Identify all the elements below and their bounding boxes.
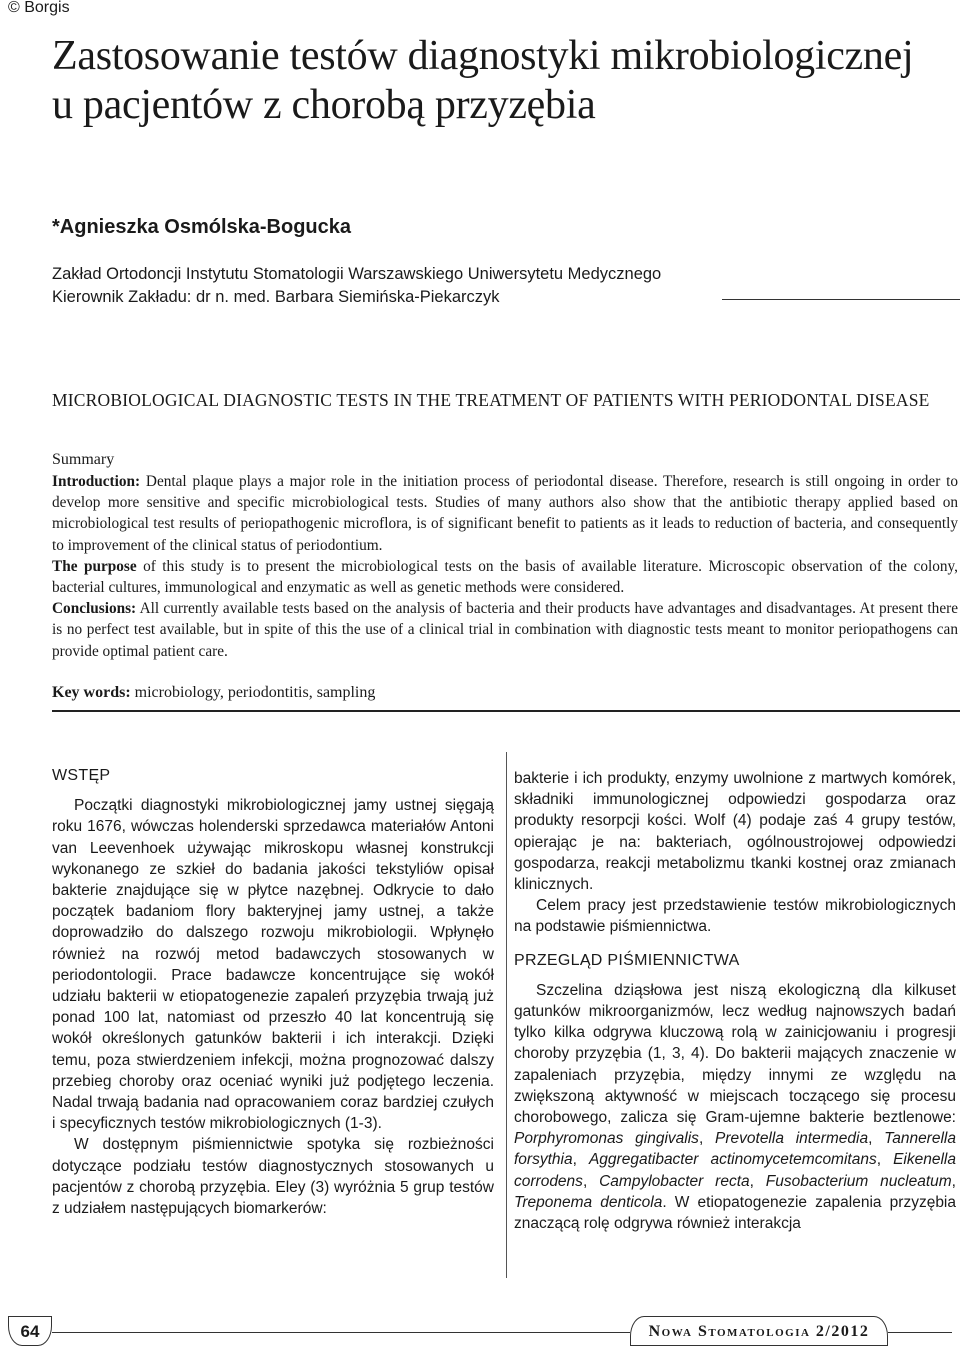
body-paragraph: bakterie i ich produkty, enzymy uwolnione z martwych komórek, składniki immunologicznej odpowiedzi gospodarza oraz produkty resorpcji kości. Wolf (4) podaje zaś 4 grupy testów, opierając je na: bakteriach, ogólnoustrojowej odpowiedzi gospodarza, reakcji metabolizmu tkanki kostnej oraz zmianach klinicznych. <box>514 770 956 894</box>
separator: , <box>876 1151 894 1169</box>
keywords-label: Key words: <box>52 684 131 701</box>
abstract-purpose <box>52 556 958 598</box>
separator: , <box>698 1130 716 1148</box>
section-heading-wstep: WSTĘP <box>52 767 111 784</box>
species-name: Tannerella forsythia <box>514 1130 956 1169</box>
author-name: *Agnieszka Osmólska-Bogucka <box>52 216 351 238</box>
page-number: 64 <box>8 1316 52 1346</box>
species-name: Eikenella corrodens <box>514 1151 956 1190</box>
separator: , <box>749 1172 766 1190</box>
keywords <box>52 684 375 702</box>
keywords-rule <box>52 710 960 712</box>
copyright-notice: © Borgis <box>8 0 70 16</box>
affiliation-rule <box>722 299 960 300</box>
abstract-introduction <box>52 471 958 556</box>
conclusions-text: All currently available tests based on the analysis of bacteria and their products have advantages and disadvantages. At present there is no perfect test available, but in spite of this the use of a clinical trial in combination with diagnostic tests meant to monitor periopathogens can provide optimal patient care. <box>52 600 958 660</box>
body-paragraph <box>514 980 956 1234</box>
keywords-text: microbiology, periodontitis, sampling <box>130 684 376 701</box>
species-name: Treponema denticola <box>514 1193 663 1211</box>
separator: , <box>868 1130 885 1148</box>
intro-label: Introduction: <box>52 473 141 490</box>
body-paragraph: W dostępnym piśmiennictwie spotyka się rozbieżności dotyczące podziału testów diagnostycznych stosowanych u pacjentów z chorobą przyzębia. Eley (3) wyróżnia 5 grup testów z udziałem następujących biomarkerów: <box>52 1136 494 1218</box>
affiliation-head: Kierownik Zakładu: dr n. med. Barbara Siemińska-Piekarczyk <box>52 288 500 306</box>
footer-rule-left <box>52 1332 630 1333</box>
column-divider <box>506 752 507 1278</box>
body-paragraph: Celem pracy jest przedstawienie testów mikrobiologicznych na podstawie piśmiennictwa. <box>514 897 956 936</box>
purpose-text: of this study is to present the microbiological tests on the basis of available literature. Microscopic observation of the colony, bacterial cultures, immunological and enzymatic as well as genetic methods were considered. <box>52 557 958 597</box>
body-column-left <box>52 765 494 1219</box>
species-name: Prevotella intermedia <box>715 1130 869 1148</box>
summary-label: Summary <box>52 451 115 468</box>
paragraph-text: . W etiopatogenezie zapalenia przyzębia znaczącą rolę odgrywa również interakcja <box>514 1193 956 1233</box>
affiliation <box>52 263 661 309</box>
english-title: MICROBIOLOGICAL DIAGNOSTIC TESTS IN THE TREATMENT OF PATIENTS WITH PERIODONTAL DISEASE <box>52 390 930 410</box>
purpose-label: The purpose <box>52 557 137 575</box>
abstract <box>52 471 958 662</box>
separator: , <box>951 1172 956 1190</box>
species-name: Porphyromonas gingivalis <box>514 1130 699 1148</box>
body-column-right <box>514 768 956 1234</box>
intro-text: Dental plaque plays a major role in the initiation process of periodontal disease. Therefore, research is still ongoing in order to develop more sensitive and specific microbiological tests. Studies of many authors also show that the antibiotic therapy applied based on microbiological test results of periopathogenic microflora, is of significant benefit to patients as it leads to reduction of bacteria, and consequently to improvement of the clinical status of periodontium. <box>52 473 958 554</box>
article-title: Zastosowanie testów diagnostyki mikrobiologicznej u pacjentów z chorobą przyzębia <box>52 33 914 128</box>
separator: , <box>572 1151 589 1169</box>
species-name: Fusobacterium nucleatum <box>765 1172 952 1190</box>
species-name: Campylobacter recta <box>599 1172 750 1190</box>
species-name: Aggregatibacter actinomycetemcomitans <box>588 1151 877 1169</box>
journal-name: Nowa Stomatologia 2/2012 <box>630 1316 888 1346</box>
body-paragraph: Początki diagnostyki mikrobiologicznej jamy ustnej sięgają roku 1676, wówczas holenderski sprzedawca materiałów Antoni van Leevenhoek używając mikroskopu własnej konstrukcji wykonanego ze szkieł do badania jakości tekstyliów opisał bakterie znajdujące się w płytce nazębnej. Odkrycie to dało początek badaniom flory bakteryjnej jamy ustnej, a także doprowadziło do dalszego rozwoju mikrobiologii. Wpłynęło również na rozwój metod badawczych stosowanych w periodontologii. Prace badawcze koncentrujące się wokół udziału bakterii w etiopatogenezie zapaleń przyzębia trwają już ponad 100 lat, natomiast od przeszło 40 lat koncentrują się wokół określonych gatunków bakterii i ich interakcji. Dzięki temu, poza stwierdzeniem infekcji, można prognozować dalszy przebieg choroby oraz oceniać wyniki już podjętego leczenia. Nadal trwają badania nad opracowaniem coraz bardziej czułych i specyficznych testów mikrobiologicznych (1-3). <box>52 797 494 1133</box>
conclusions-label: Conclusions: <box>52 600 137 618</box>
affiliation-institution: Zakład Ortodoncji Instytutu Stomatologii Warszawskiego Uniwersytetu Medycznego <box>52 265 662 283</box>
section-heading-przeglad: PRZEGLĄD PIŚMIENNICTWA <box>514 951 740 969</box>
paragraph-text: Szczelina dziąsłowa jest niszą ekologiczną dla kilkuset gatunków mikroorganizmów, lecz według najnowszych badań tylko kilka odgrywa kluczową rolą w zainicjowaniu i progresji choroby przyzębia (1, 3, 4). Do bakterii mających znaczenie w zapaleniach przyzębia, między innymi ze względu na zwiększoną aktywność w miejscach toczącego się procesu chorobowego, zalicza się Gram-ujemne bakterie beztlenowe: <box>514 981 956 1127</box>
abstract-conclusions <box>52 598 958 662</box>
separator: , <box>582 1172 600 1190</box>
footer-rule-right <box>888 1332 952 1333</box>
